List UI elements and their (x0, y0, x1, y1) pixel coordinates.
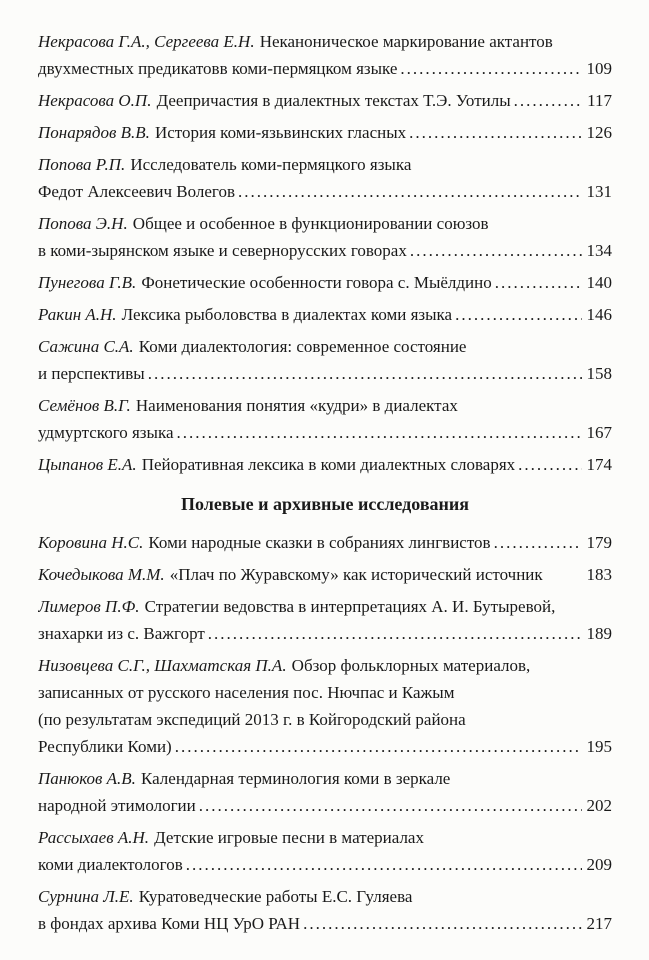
entry-title-text: двухместных предикатовв коми-пермяцком языке (38, 59, 398, 78)
entry-page-number: 183 (586, 565, 612, 584)
toc-line (38, 151, 612, 178)
entry-page-number: 217 (586, 914, 612, 933)
toc-line (38, 883, 612, 910)
toc-entry (38, 824, 612, 878)
toc-line (38, 561, 612, 588)
toc-entry (38, 301, 612, 328)
toc-entry (38, 87, 612, 114)
entry-title-text: Общее и особенное в функционировании союзов (132, 214, 489, 233)
entry-page-number: 109 (586, 59, 612, 78)
toc-line (38, 593, 612, 620)
toc-line (38, 733, 612, 760)
entry-author: Панюков А.В. (38, 769, 136, 788)
toc-line (38, 269, 612, 296)
section-heading: Полевые и архивные исследования (180, 494, 470, 514)
entry-title-text: Лексика рыболовства в диалектах коми языка (121, 305, 453, 324)
entry-author: Сажина С.А. (38, 337, 134, 356)
toc-entry (38, 561, 612, 588)
dot-leader-icon (514, 87, 582, 114)
entry-title-text: «Плач по Журавскому» как исторический источник (169, 565, 543, 584)
entry-page-number: 189 (586, 624, 612, 643)
toc-entry (38, 883, 612, 937)
entry-author: Низовцева С.Г., Шахматская П.А. (38, 656, 287, 675)
entry-title-text: и перспективы (38, 364, 145, 383)
dot-leader-icon (175, 733, 582, 760)
dot-leader-icon (400, 55, 581, 82)
dot-leader-icon (238, 178, 582, 205)
toc-line (38, 792, 612, 819)
toc-line (38, 529, 612, 556)
toc-entry (38, 28, 612, 82)
entry-page-number: 195 (586, 737, 612, 756)
dot-leader-icon (494, 529, 582, 556)
toc-line (38, 392, 612, 419)
toc-line (38, 333, 612, 360)
entry-title-text: записанных от русского населения пос. Нючпас и Кажым (38, 683, 455, 702)
entry-title-text: Исследователь коми-пермяцкого языка (130, 155, 412, 174)
entry-title-text: Деепричастия в диалектных текстах Т.Э. Уотилы (156, 91, 511, 110)
dot-leader-icon (177, 419, 582, 446)
toc-line (38, 28, 612, 55)
toc-line (38, 55, 612, 82)
dot-leader-icon (495, 269, 582, 296)
entry-title-text: Стратегии ведовства в интерпретациях А. И. Бутыревой, (144, 597, 556, 616)
entry-author: Некрасова Г.А., Сергеева Е.Н. (38, 32, 255, 51)
entry-author: Коровина Н.С. (38, 533, 144, 552)
toc-entry (38, 652, 612, 760)
toc-entry (38, 451, 612, 478)
toc-entry (38, 210, 612, 264)
entry-title-text: в фондах архива Коми НЦ УрО РАН (38, 914, 301, 933)
dot-leader-icon (208, 620, 582, 647)
toc-entry (38, 119, 612, 146)
dot-leader-icon (199, 792, 582, 819)
entry-page-number: 158 (586, 364, 612, 383)
toc-line (38, 301, 612, 328)
toc-line (38, 910, 612, 937)
entry-author: Рассыхаев А.Н. (38, 828, 149, 847)
entry-title-text: (по результатам экспедиций 2013 г. в Койгородский района (38, 710, 466, 729)
dot-leader-icon (410, 237, 582, 264)
entry-title-text: История коми-язьвинских гласных (154, 123, 407, 142)
entry-author: Пунегова Г.В. (38, 273, 137, 292)
entry-title-text: Календарная терминология коми в зеркале (141, 769, 451, 788)
toc-line (38, 87, 612, 114)
entry-page-number: 134 (586, 241, 612, 260)
toc-entry (38, 333, 612, 387)
dot-leader-icon (303, 910, 581, 937)
entry-page-number: 117 (587, 91, 612, 110)
toc-entry (38, 593, 612, 647)
entry-page-number: 209 (586, 855, 612, 874)
toc-line (38, 679, 612, 706)
entry-title-text: удмуртского языка (38, 423, 174, 442)
toc-entry (38, 529, 612, 556)
toc-line (38, 210, 612, 237)
entry-title-text: Неканоническое маркирование актантов (259, 32, 553, 51)
toc-line (38, 360, 612, 387)
toc-line (38, 237, 612, 264)
entry-page-number: 140 (586, 273, 612, 292)
toc-line (38, 419, 612, 446)
entry-title-text: Пейоративная лексика в коми диалектных словарях (141, 455, 516, 474)
entry-author: Понарядов В.В. (38, 123, 150, 142)
entry-author: Некрасова О.П. (38, 91, 152, 110)
entry-page-number: 179 (586, 533, 612, 552)
entry-author: Попова Э.Н. (38, 214, 128, 233)
entry-author: Попова Р.П. (38, 155, 126, 174)
entry-author: Цыпанов Е.А. (38, 455, 137, 474)
toc-section (38, 28, 612, 478)
toc-line (38, 451, 612, 478)
entry-author: Кочедыкова М.М. (38, 565, 165, 584)
toc-line (38, 824, 612, 851)
dot-leader-icon (148, 360, 582, 387)
toc-line (38, 119, 612, 146)
toc-line (38, 620, 612, 647)
entry-title-text: народной этимологии (38, 796, 196, 815)
entry-page-number: 174 (586, 455, 612, 474)
dot-leader-icon (186, 851, 582, 878)
entry-page-number: 131 (586, 182, 612, 201)
toc-line (38, 851, 612, 878)
entry-page-number: 146 (586, 305, 612, 324)
entry-title-text: Детские игровые песни в материалах (154, 828, 424, 847)
table-of-contents (38, 28, 612, 937)
toc-entry (38, 392, 612, 446)
entry-title-text: Федот Алексеевич Волегов (38, 182, 235, 201)
entry-title-text: Фонетические особенности говора с. Мыёлдино (141, 273, 492, 292)
toc-section (38, 491, 612, 937)
toc-entry (38, 765, 612, 819)
entry-author: Сурнина Л.Е. (38, 887, 134, 906)
entry-title-text: Коми народные сказки в собраниях лингвистов (148, 533, 491, 552)
toc-line (38, 706, 612, 733)
entry-title-text: коми диалектологов (38, 855, 183, 874)
toc-line (38, 652, 612, 679)
dot-leader-icon (455, 301, 581, 328)
entry-page-number: 167 (586, 423, 612, 442)
toc-entry (38, 151, 612, 205)
entry-title-text: Наименования понятия «кудри» в диалектах (135, 396, 458, 415)
entry-title-text: Обзор фольклорных материалов, (291, 656, 531, 675)
entry-author: Семёнов В.Г. (38, 396, 131, 415)
entry-title-text: Республики Коми) (38, 737, 172, 756)
entry-title-text: Коми диалектология: современное состояние (138, 337, 467, 356)
entry-title-text: в коми-зырянском языке и севернорусских говорах (38, 241, 407, 260)
entry-author: Ракин А.Н. (38, 305, 117, 324)
entry-author: Лимеров П.Ф. (38, 597, 140, 616)
toc-line (38, 765, 612, 792)
entry-page-number: 126 (586, 123, 612, 142)
toc-line (38, 178, 612, 205)
toc-entry (38, 269, 612, 296)
entry-page-number: 202 (586, 796, 612, 815)
dot-leader-icon (518, 451, 581, 478)
entry-title-text: Куратоведческие работы Е.С. Гуляева (138, 887, 413, 906)
dot-leader-icon (409, 119, 581, 146)
entry-title-text: знахарки из с. Важгорт (38, 624, 205, 643)
